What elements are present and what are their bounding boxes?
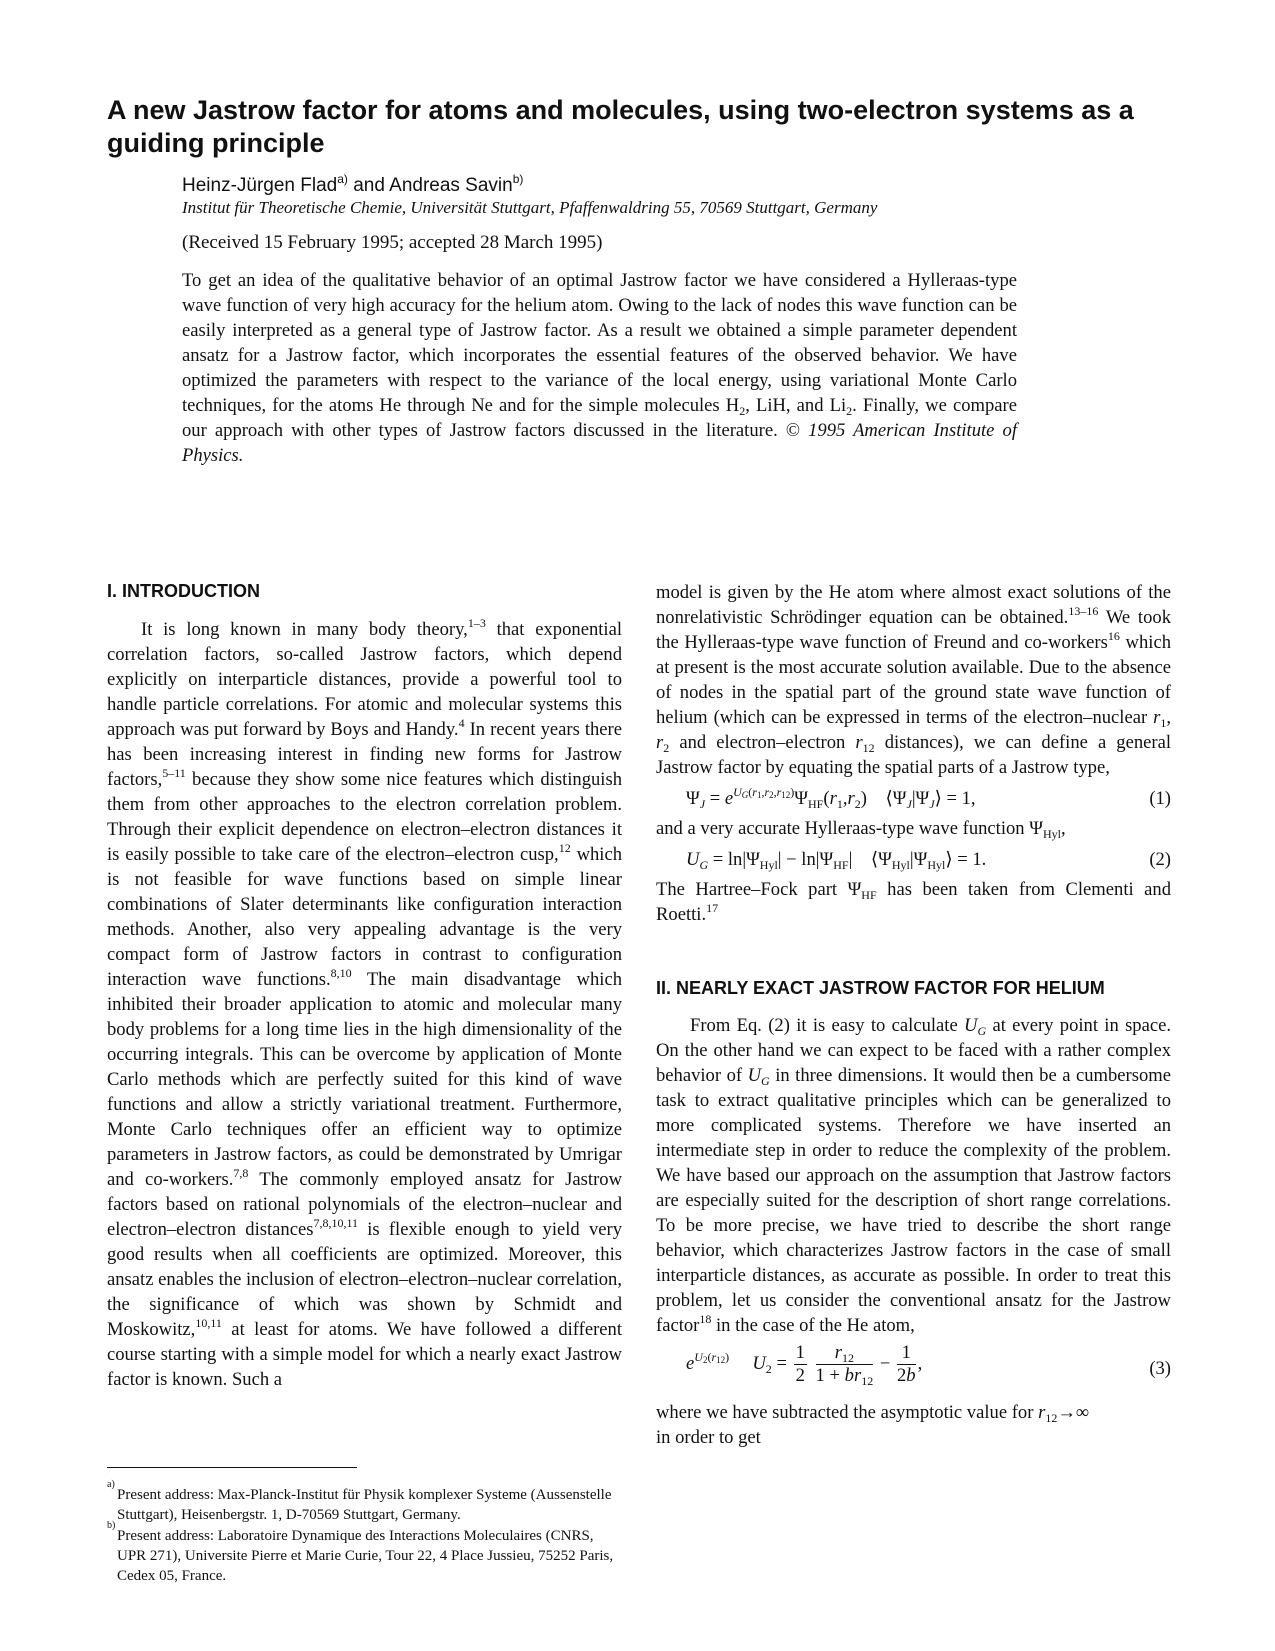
body-text: that exponential correlation factors, so-called Jastrow factors, which depend explicitly on interparticle distances, provide a powerful tool to handle particle correlations. For atomic and molecular systems this approach was put forward by Boys and Handy. [107, 619, 622, 740]
citation-ref[interactable]: 12 [558, 841, 571, 855]
citation-ref[interactable]: 10,11 [195, 1316, 222, 1330]
body-paragraph [656, 580, 1171, 780]
body-text: which at present is the most accurate solution available. Due to the absence of nodes in the spatial part of the ground state wave function of helium (which can be expressed in terms of the electron–nuclear [656, 632, 1171, 728]
body-text: in order to get [656, 1427, 761, 1448]
equation-3-formula: $e^{U_2(r_{12})}$ $U_2$ = $\frac{1}{2}$ $\frac{r_{12}}{1 + br_{12}}$ − $\frac{1}{2b}$ , [686, 1342, 923, 1388]
citation-ref[interactable]: 7,8 [233, 1166, 249, 1180]
body-text: in three dimensions. It would then be a cumbersome task to extract qualitative principles which can be generalized to more complicated systems. Therefore we have inserted an intermediate step in order to reduce the complexity of the problem. We have based our approach on the assumption that Jastrow factors are especially suited for the description of short range correlations. To be more precise, we have tried to describe the short range behavior, which characterizes Jastrow factors in the case of small interparticle distances, as accurate as possible. In order to treat this problem, let us consider the conventional ansatz for the Jastrow factor [656, 1065, 1171, 1336]
math-variable: r [1038, 1402, 1046, 1423]
body-text: where we have subtracted the asymptotic value for [656, 1402, 1039, 1423]
affiliation: Institut für Theoretische Chemie, Universität Stuttgart, Pfaffenwaldring 55, 70569 Stuttgart, Germany [182, 198, 878, 217]
math-subscript: HF [861, 888, 877, 902]
math-subscript: 12 [1045, 1411, 1058, 1425]
body-text: and a very accurate Hylleraas-type wave function Ψ [656, 818, 1043, 839]
citation-ref[interactable]: 5–11 [162, 766, 186, 780]
abstract-subscript: 2 [739, 404, 746, 418]
equation-1-number: (1) [1149, 788, 1171, 809]
footnote-b: b) Present address: Laboratoire Dynamique des Interactions Moleculaires (CNRS, UPR 271), Universite Pierre et Marie Curie, Tour 22, 4 Place Jussieu, 75252 Paris, Cedex 05, France. [107, 1526, 622, 1586]
math-variable: r [1153, 707, 1161, 728]
body-text: distances), we can define a general Jastrow factor by equating the spatial parts of a Jastrow type, [656, 732, 1172, 778]
body-text: at every point in space. On the other hand we can expect to be faced with a rather complex behavior of [656, 1015, 1172, 1086]
citation-ref[interactable]: 8,10 [330, 966, 352, 980]
body-text: because they show some nice features which distinguish them from other approaches to the electron correlation problem. Through their explicit dependence on electron–electron distances it is easily possible to take care of the electron–electron cusp, [107, 769, 622, 865]
citation-ref[interactable]: 4 [458, 716, 465, 730]
intro-paragraph [107, 617, 622, 1392]
math-subscript: G [977, 1024, 987, 1038]
abstract-text: To get an idea of the qualitative behavior of an optimal Jastrow factor we have considered a Hylleraas-type wave function of very high accuracy for the helium atom. Owing to the lack of nodes this wave function can be easily interpreted as a general type of Jastrow factor. As a result we obtained a simple parameter dependent ansatz for a Jastrow factor, which incorporates the essential features of the observed behavior. We have optimized the parameters with respect to the variance of the local energy, using variational Monte Carlo techniques, for the atoms He through Ne and for the simple molecules H [182, 270, 1017, 416]
author-1: Heinz-Jürgen Flad [182, 175, 338, 196]
math-subscript: G [761, 1074, 770, 1088]
body-text: , [1166, 707, 1171, 728]
citation-ref[interactable]: 16 [1107, 629, 1120, 643]
equation-2 [656, 841, 1171, 877]
citation-ref[interactable]: 18 [699, 1312, 712, 1326]
equation-2-number: (2) [1149, 849, 1171, 870]
equation-3-number: (3) [1149, 1358, 1171, 1379]
copyright-symbol: © [777, 420, 809, 441]
equation-1 [656, 780, 1171, 816]
citation-ref[interactable]: 17 [706, 901, 719, 915]
math-variable: r [656, 732, 664, 753]
citation-ref[interactable]: 13–16 [1068, 604, 1099, 618]
body-text: In recent years there has been increasing interest in finding new forms for Jastrow factors, [107, 719, 622, 790]
abstract [182, 268, 1017, 468]
math-variable: U [964, 1015, 978, 1036]
section-heading-introduction: I. INTRODUCTION [107, 581, 260, 601]
math-subscript: 1 [1160, 716, 1167, 730]
abstract-text: . Finally, we compare our approach with other types of Jastrow factors discussed in the literature. [182, 395, 1017, 441]
body-text: It is long known in many body theory, [141, 619, 468, 640]
math-variable: r [855, 732, 863, 753]
author-1-footnote-mark: a) [337, 172, 348, 186]
math-subscript: 2 [663, 741, 670, 755]
equation-3 [656, 1338, 1171, 1400]
author-2: Andreas Savin [389, 175, 513, 196]
body-text: We took the Hylleraas-type wave function of Freund and co-workers [656, 607, 1171, 653]
math-subscript: 12 [862, 741, 875, 755]
section-heading-helium: II. NEARLY EXACT JASTROW FACTOR FOR HELIUM [656, 978, 1105, 998]
body-text: From Eq. (2) it is easy to calculate [690, 1015, 965, 1036]
footnote-divider [107, 1467, 357, 1468]
footnote-a: a) Present address: Max-Planck-Institut für Physik komplexer Systeme (Aussenstelle Stuttgart), Heisenbergstr. 1, D-70569 Stuttgart, Germany. [107, 1485, 622, 1525]
body-text: is flexible enough to yield very good results when all coefficients are optimized. Moreover, this ansatz enables the inclusion of electron–electron–nuclear correlation, the significance of which was shown by Schmidt and Moskowitz, [107, 1219, 622, 1340]
citation-ref[interactable]: 1–3 [467, 616, 486, 630]
footnote-text: Present address: Max-Planck-Institut für Physik komplexer Systeme (Aussenstelle Stuttgart), Heisenbergstr. 1, D-70569 Stuttgart, Germany. [117, 1487, 612, 1523]
right-column [656, 580, 1171, 1450]
body-paragraph [656, 1013, 1171, 1338]
left-column [107, 580, 622, 1392]
math-variable: U [747, 1065, 762, 1086]
body-paragraph [656, 1400, 1171, 1450]
equation-1-formula: $\Psi_J = e^{U_G(r_1,r_2,r_{12})}\Psi_{HF}(r_1,r_2)$ $⟨\Psi_J|\Psi_J⟩ = 1$, [686, 785, 976, 811]
received-dates: (Received 15 February 1995; accepted 28 March 1995) [182, 232, 603, 253]
author-conjunction: and [347, 175, 390, 196]
copyright-publisher: 1995 American Institute of Physics. [182, 420, 1017, 466]
body-text: has been taken from Clementi and Roetti. [656, 879, 1172, 925]
body-paragraph [656, 877, 1171, 927]
body-text: in the case of the He atom, [711, 1315, 915, 1336]
body-paragraph [656, 816, 1171, 841]
author-2-footnote-mark: b) [512, 172, 524, 186]
body-text: and electron–electron [669, 732, 856, 753]
body-text: which is not feasible for wave functions based on simple linear combinations of Slater determinants like configuration interaction methods. Another, also very appealing advantage is the very compact form of Jastrow factors in contrast to configuration interaction wave functions. [107, 844, 623, 990]
body-text: The commonly employed ansatz for Jastrow factors based on rational polynomials of the electron–nuclear and electron–electron distances [107, 1169, 622, 1240]
math-symbol: →∞ [1057, 1402, 1090, 1423]
equation-2-formula: $U_G = \ln|\Psi_{Hyl}| - \ln|\Psi_{HF}|$ $⟨\Psi_{Hyl}|\Psi_{Hyl}⟩ = 1$. [686, 849, 987, 872]
abstract-text: , LiH, and Li [745, 395, 847, 416]
abstract-subscript: 2 [846, 404, 853, 418]
author-line [182, 172, 524, 197]
body-text: The main disadvantage which inhibited their broader application to atomic and molecular many body problems for a long time lies in the high dimensionality of the occurring integrals. This can be overcome by application of Monte Carlo methods which are perfectly suited for this kind of wave functions and allow a strictly variational treatment. Furthermore, Monte Carlo techniques offer an efficient way to optimize parameters in Jastrow factors, as could be demonstrated by Umrigar and co-workers. [107, 969, 622, 1190]
citation-ref[interactable]: 7,8,10,11 [313, 1216, 358, 1230]
body-text: at least for atoms. We have followed a different course starting with a simple model for which a nearly exact Jastrow factor is known. Such a [107, 1319, 622, 1390]
paper-title: A new Jastrow factor for atoms and molecules, using two-electron systems as a guiding principle [107, 95, 1134, 158]
body-text: , [1060, 818, 1066, 839]
body-text: model is given by the He atom where almost exact solutions of the nonrelativistic Schrödinger equation can be obtained. [656, 582, 1171, 628]
body-text: The Hartree–Fock part Ψ [656, 879, 862, 900]
footnote-text: Present address: Laboratoire Dynamique des Interactions Moleculaires (CNRS, UPR 271), Universite Pierre et Marie Curie, Tour 22, 4 Place Jussieu, 75252 Paris, Cedex 05, France. [117, 1528, 614, 1584]
math-subscript: Hyl [1042, 827, 1061, 841]
